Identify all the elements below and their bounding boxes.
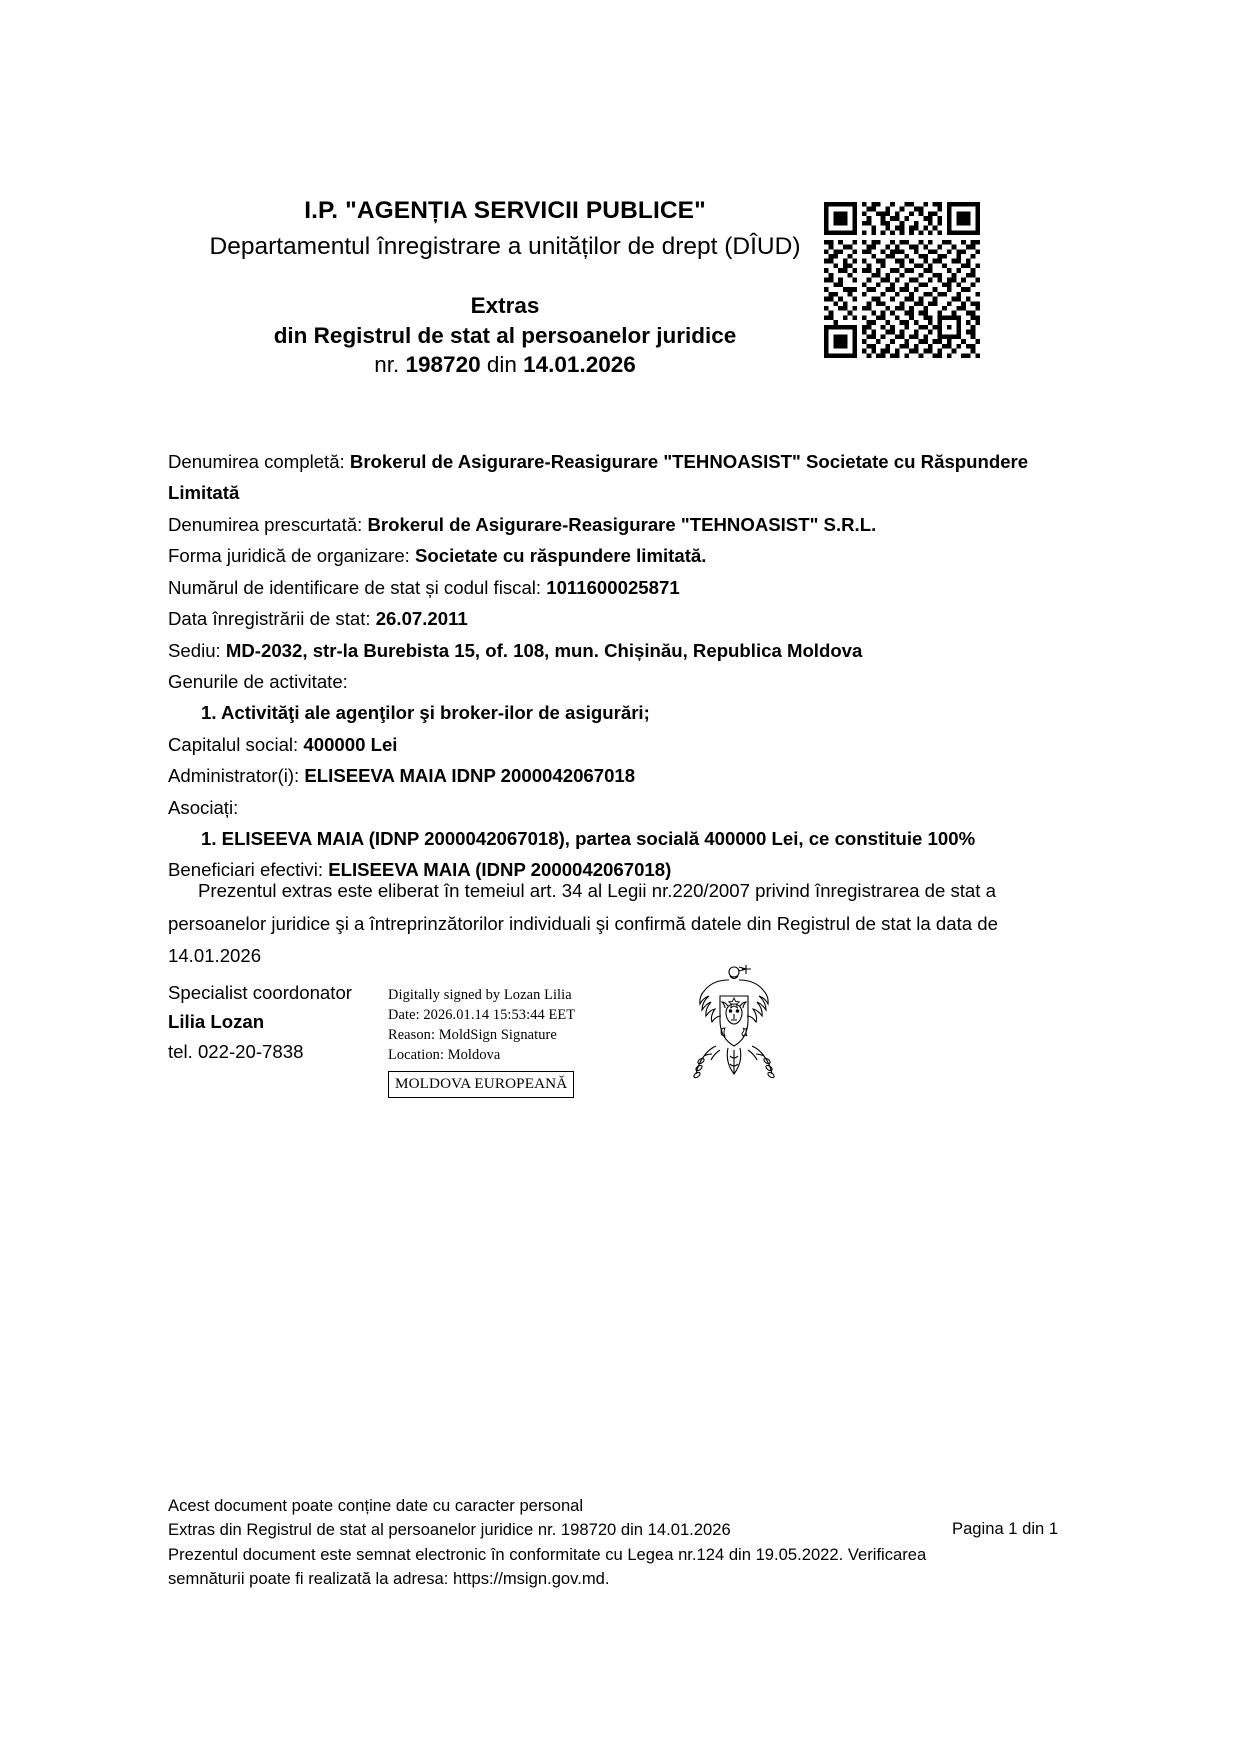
field-address bbox=[168, 635, 1048, 666]
department-name: Departamentul înregistrare a unităților de drept (DÎUD) bbox=[209, 232, 801, 260]
footer-line-3: Prezentul document este semnat electronic în conformitate cu Legea nr.124 din 19.05.2022. Verificarea bbox=[168, 1544, 927, 1564]
field-legal-form bbox=[168, 540, 1048, 571]
field-administrator bbox=[168, 760, 1048, 791]
footer-line-1: Acest document poate conține date cu caracter personal bbox=[168, 1496, 584, 1515]
field-registration-date bbox=[168, 603, 1048, 634]
digital-signature-signed-by: Digitally signed by Lozan Lilia bbox=[388, 987, 572, 1003]
field-capital bbox=[168, 729, 1048, 760]
field-beneficiaries-label: Beneficiari efectivi: bbox=[168, 859, 329, 881]
footer-line-4: semnăturii poate fi realizată la adresa: https://msign.gov.md. bbox=[168, 1569, 610, 1589]
qr-code-icon bbox=[824, 202, 980, 358]
field-administrator-label: Administrator(i): bbox=[168, 765, 305, 787]
field-idno-label: Numărul de identificare de stat și codul fiscal: bbox=[168, 576, 547, 598]
document-type: Extras bbox=[470, 292, 540, 318]
field-associates-label: Asociați: bbox=[168, 796, 239, 818]
nr-date: 14.01.2026 bbox=[523, 352, 636, 378]
page-number: Pagina 1 din 1 bbox=[952, 1519, 1059, 1538]
legal-basis-paragraph: Prezentul extras este eliberat în temeiul art. 34 al Legii nr.220/2007 privind înregistrarea de stat a persoanelor juridice şi a întreprinzătorilor individuali şi confirmă datele din Registrul de stat la data de 14.01.2026 bbox=[168, 880, 998, 967]
company-details bbox=[168, 446, 1048, 886]
field-short-name-label: Denumirea prescurtată: bbox=[168, 513, 368, 535]
field-capital-value: 400000 Lei bbox=[303, 733, 398, 755]
signatory-name: Lilia Lozan bbox=[168, 1011, 265, 1033]
digital-signature-stamp: MOLDOVA EUROPEANĂ bbox=[388, 1071, 574, 1099]
field-registration-date-value: 26.07.2011 bbox=[375, 608, 468, 630]
field-address-value: MD-2032, str-la Burebista 15, of. 108, mun. Chișinău, Republica Moldova bbox=[225, 639, 863, 661]
registry-name: din Registrul de stat al persoanelor juridice bbox=[273, 322, 737, 348]
field-capital-label: Capitalul social: bbox=[168, 733, 304, 755]
field-beneficiaries-value: ELISEEVA MAIA (IDNP 2000042067018) bbox=[328, 859, 672, 881]
footer-line-2: Extras din Registrul de stat al persoanelor juridice nr. 198720 din 14.01.2026 bbox=[168, 1520, 731, 1540]
digital-signature-reason: Reason: MoldSign Signature bbox=[388, 1026, 557, 1043]
signatory-block bbox=[168, 978, 352, 1066]
digital-signature-block bbox=[388, 986, 603, 1098]
field-short-name bbox=[168, 509, 1048, 540]
digital-signature-location: Location: Moldova bbox=[388, 1046, 501, 1063]
field-idno bbox=[168, 572, 1048, 603]
nr-mid: din bbox=[480, 352, 524, 378]
nr-value: 198720 bbox=[405, 352, 481, 378]
field-address-label: Sediu: bbox=[168, 639, 226, 661]
field-short-name-value: Brokerul de Asigurare-Reasigurare "TEHNOASIST" S.R.L. bbox=[367, 513, 877, 535]
field-full-name bbox=[168, 446, 1048, 509]
field-administrator-value: ELISEEVA MAIA IDNP 2000042067018 bbox=[304, 765, 636, 787]
field-activities-label: Genurile de activitate: bbox=[168, 670, 348, 692]
activity-item: 1. Activităţi ale agenţilor şi broker-ilor de asigurări; bbox=[201, 702, 650, 724]
field-legal-form-value: Societate cu răspundere limitată. bbox=[415, 545, 707, 567]
document-footer bbox=[168, 1494, 958, 1592]
signatory-role: Specialist coordonator bbox=[168, 982, 352, 1003]
field-idno-value: 1011600025871 bbox=[546, 576, 680, 598]
field-registration-date-label: Data înregistrării de stat: bbox=[168, 608, 376, 630]
field-full-name-value: Brokerul de Asigurare-Reasigurare "TEHNOASIST" Societate cu Răspundere Limitată bbox=[168, 451, 1029, 504]
coat-of-arms-icon bbox=[680, 962, 788, 1090]
organization-name: I.P. "AGENȚIA SERVICII PUBLICE" bbox=[304, 197, 706, 224]
field-full-name-label: Denumirea completă: bbox=[168, 451, 350, 472]
digital-signature-date: Date: 2026.01.14 15:53:44 EET bbox=[388, 1006, 576, 1023]
associate-item: 1. ELISEEVA MAIA (IDNP 2000042067018), partea socială 400000 Lei, ce constituie 100% bbox=[201, 828, 976, 850]
field-legal-form-label: Forma juridică de organizare: bbox=[168, 545, 415, 567]
nr-prefix: nr. bbox=[374, 352, 406, 378]
signatory-phone: tel. 022-20-7838 bbox=[168, 1040, 304, 1062]
